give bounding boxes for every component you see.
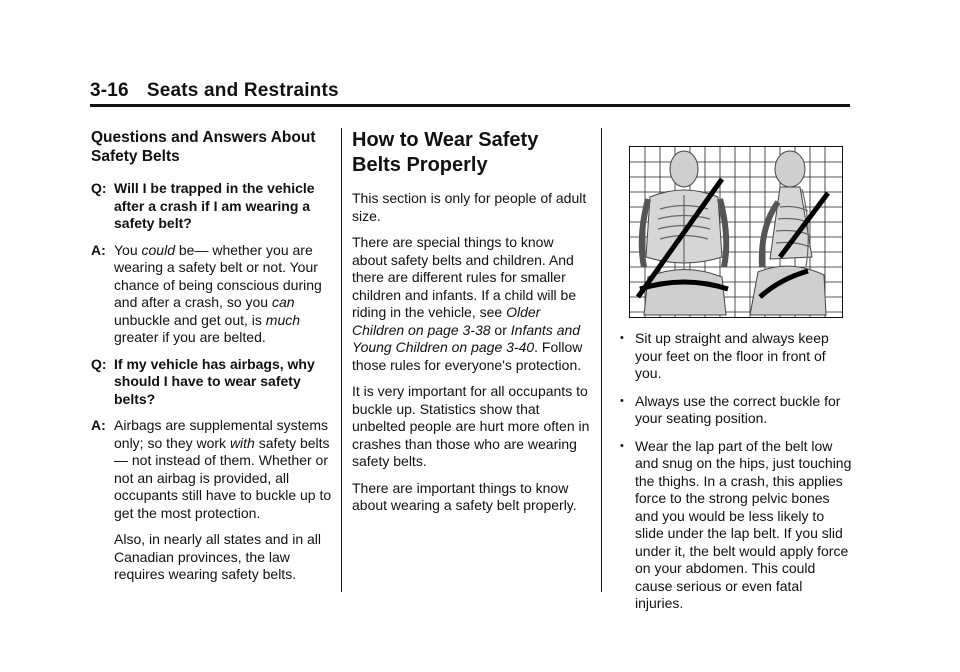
answer-label: A: (91, 417, 106, 433)
question-1 (91, 180, 333, 233)
answer-label: A: (91, 241, 106, 258)
answer-text: You could be— whether you are wearing a safety belt or not. Your chance of being conscious during and after a crash, so you can unbuckle and get out, is much greater if you are belted. (114, 241, 322, 345)
qa-heading: Questions and Answers About Safety Belts (91, 129, 316, 165)
question-label: Q: (91, 355, 107, 372)
column-divider (601, 128, 602, 592)
list-item: • Sit up straight and always keep your feet on the floor in front of you. (612, 330, 852, 383)
answer-2 (91, 417, 333, 522)
question-text: If my vehicle has airbags, why should I have to wear safety belts? (114, 355, 315, 407)
list-item: • Always use the correct buckle for your seating position. (612, 393, 852, 428)
section-heading: How to Wear Safety Belts Properly (352, 129, 539, 176)
section-title: Seats and Restraints (146, 80, 339, 101)
skeleton-belt-figure (630, 147, 842, 317)
paragraph: There are special things to know about safety belts and children. And there are different rules for smaller children and infants. If a child will be riding in the vehicle, see Older Children on page 3-38 or Infants and Young Children on page 3-40. Follow those rules for everyone's protection. (352, 234, 583, 373)
paragraph: It is very important for all occupants to buckle up. Statistics show that unbelted people are hurt more often in crashes than those who are wearing safety belts. (352, 383, 590, 469)
bullet-icon: • (620, 439, 624, 452)
safety-belt-illustration (629, 146, 843, 318)
front-view-figure (638, 151, 728, 315)
bullet-icon: • (620, 332, 624, 344)
question-label: Q: (91, 180, 107, 196)
question-2 (91, 356, 333, 409)
bullet-icon: • (620, 394, 624, 407)
belt-tips-list (612, 330, 852, 623)
question-text: Will I be trapped in the vehicle after a crash if I am wearing a safety belt? (114, 180, 315, 231)
column-divider (341, 128, 342, 592)
paragraph: This section is only for people of adult size. (352, 190, 587, 224)
answer-paragraph: Also, in nearly all states and in all Canadian provinces, the law requires wearing safety belts. (114, 531, 321, 582)
cross-reference-link[interactable]: Infants and Young Children on page 3-40 (352, 321, 581, 355)
list-item: • Wear the lap part of the belt low and snug on the hips, just touching the thighs. In a crash, this applies force to the strong pelvic bones and you would be less likely to slide under the lap belt. If you slid under it, the belt would apply force on your abdomen. This could cause serious or even fatal injuries. (612, 438, 852, 613)
cross-reference-link[interactable]: Older Children on page 3-38 (352, 304, 541, 338)
column-how-to (352, 128, 592, 524)
page-header (90, 80, 850, 102)
side-view-figure (750, 151, 828, 315)
page-number: 3-16 (90, 80, 129, 101)
column-qa (91, 128, 333, 593)
header-rule (90, 104, 850, 107)
paragraph: There are important things to know about wearing a safety belt properly. (352, 479, 577, 513)
answer-1 (91, 242, 333, 347)
answer-text: Airbags are supplemental systems only; so they work with safety belts— not instead of them. Whether or not an airbag is provided, all occupants still have to buckle up to get the most protection. (114, 417, 332, 521)
